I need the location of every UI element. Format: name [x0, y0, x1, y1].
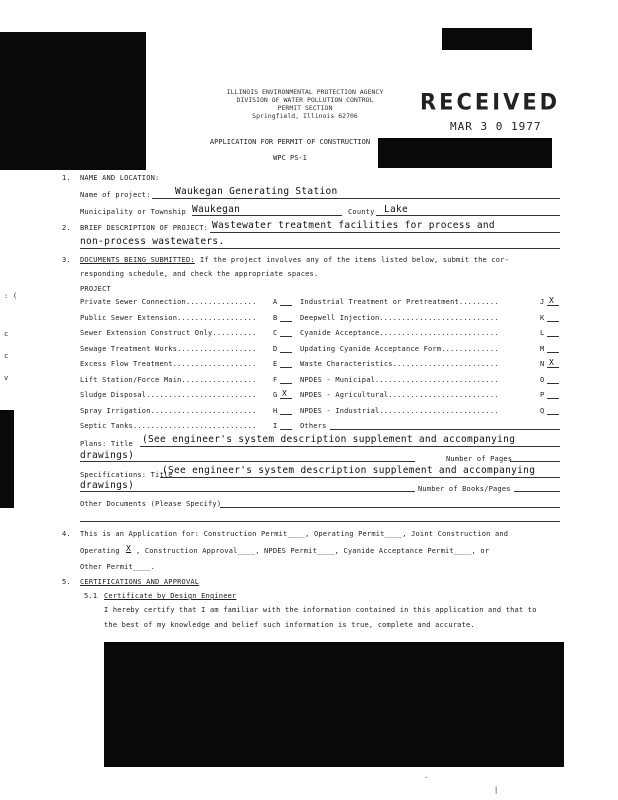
- project-item-label: Deepwell Injection...........................: [300, 313, 499, 322]
- section-4-line-3: Other Permit____.: [80, 563, 156, 571]
- plans-value-1: (See engineer's system description supplement and accompanying: [142, 434, 516, 445]
- project-item-label: Cyanide Acceptance...........................: [300, 329, 499, 337]
- project-item-mark: X: [549, 296, 555, 305]
- project-name-line: [152, 198, 560, 199]
- section-4-line-1: This is an Application for: Construction Permit____, Operating Permit____, Joint Construction and: [80, 530, 509, 538]
- certification-text-1: I hereby certify that I am familiar with the information contained in this application and that to: [104, 606, 537, 614]
- project-item-label: Excess Flow Treatment...................: [80, 360, 257, 368]
- other-documents-line-2: [80, 521, 560, 522]
- project-item-label: Others: [300, 422, 327, 430]
- project-item-checkbox[interactable]: [547, 383, 559, 384]
- section-5-1-label: Certificate by Design Engineer: [104, 592, 237, 600]
- margin-mark: v: [4, 374, 9, 382]
- books-label: Number of Books/Pages: [418, 485, 511, 493]
- scan-mark: |: [494, 786, 499, 794]
- section-5-label: CERTIFICATIONS AND APPROVAL: [80, 578, 200, 586]
- section-1-number: 1.: [62, 174, 71, 182]
- margin-mark: c: [4, 352, 9, 360]
- project-item-letter: N: [540, 360, 545, 368]
- margin-mark: : (: [4, 292, 18, 300]
- project-item-checkbox[interactable]: [280, 321, 292, 322]
- project-item-checkbox[interactable]: [547, 336, 559, 337]
- project-item-checkbox[interactable]: [547, 398, 559, 399]
- section-2-label: BRIEF DESCRIPTION OF PROJECT:: [80, 224, 209, 232]
- project-item-letter: D: [273, 344, 278, 353]
- project-item-letter: O: [540, 375, 545, 384]
- project-item-letter: G: [273, 391, 278, 399]
- project-item-label: Waste Characteristics........................: [300, 360, 499, 368]
- redaction-top-left: [0, 32, 146, 170]
- project-item-letter: H: [273, 406, 278, 415]
- project-item-label: Updating Cyanide Acceptance Form.............: [300, 344, 499, 353]
- plans-label: Plans: Title: [80, 440, 133, 448]
- redaction-signature-block: [104, 642, 564, 767]
- redaction-left-margin: [0, 410, 14, 508]
- project-item-letter: E: [273, 360, 278, 368]
- agency-name: ILLINOIS ENVIRONMENTAL PROTECTION AGENCY: [226, 88, 384, 96]
- county-label: County: [348, 208, 375, 216]
- redaction-top-right: [442, 28, 532, 50]
- form-title: APPLICATION FOR PERMIT OF CONSTRUCTION: [209, 138, 371, 146]
- section-1-label: NAME AND LOCATION:: [80, 174, 160, 182]
- section-2-number: 2.: [62, 224, 71, 232]
- project-item-label: Sludge Disposal.........................: [80, 391, 257, 399]
- pages-line: [510, 461, 560, 462]
- specifications-line-2: [80, 491, 415, 492]
- scan-mark: .: [424, 772, 429, 780]
- project-item-letter: L: [540, 329, 545, 337]
- project-item-letter: Q: [540, 406, 545, 415]
- section-3-text-1: If the project involves any of the items listed below, submit the cor-: [200, 256, 510, 264]
- section-5-1-number: 5.1: [84, 592, 98, 600]
- project-item-checkbox[interactable]: [547, 414, 559, 415]
- municipality-line: [192, 215, 342, 216]
- project-item-label: Public Sewer Extension..................: [80, 313, 257, 322]
- project-item-label: Industrial Treatment or Pretreatment.........: [300, 298, 499, 306]
- project-item-checkbox[interactable]: [280, 429, 292, 430]
- description-line-1: [210, 232, 560, 233]
- project-item-letter: A: [273, 298, 278, 306]
- project-item-label: NPDES - Industrial...........................: [300, 406, 499, 415]
- project-item-label: Sewage Treatment Works..................: [80, 344, 257, 353]
- margin-mark: c: [4, 330, 9, 338]
- section-3-label: DOCUMENTS BEING SUBMITTED:: [80, 256, 195, 264]
- project-item-letter: M: [540, 344, 545, 353]
- project-item-letter: I: [273, 422, 278, 430]
- plans-value-2: drawings): [80, 450, 135, 461]
- project-item-letter: J: [540, 298, 545, 306]
- project-name-label: Name of project:: [80, 191, 151, 199]
- specifications-line-1: [160, 477, 560, 478]
- project-item-checkbox[interactable]: [280, 398, 292, 399]
- project-item-checkbox[interactable]: [280, 305, 292, 306]
- project-item-checkbox[interactable]: [280, 352, 292, 353]
- project-item-mark: X: [549, 358, 555, 367]
- project-item-label: NPDES - Municipal............................: [300, 375, 499, 384]
- description-value-2: non-process wastewaters.: [80, 236, 225, 247]
- specifications-value-1: (See engineer's system description supplement and accompanying: [162, 465, 536, 476]
- project-item-checkbox[interactable]: [280, 336, 292, 337]
- books-line: [514, 491, 560, 492]
- project-item-letter: K: [540, 313, 545, 322]
- project-item-checkbox[interactable]: [280, 414, 292, 415]
- project-item-label: Spray Irrigation........................: [80, 406, 257, 415]
- project-item-label: NPDES - Agricultural.........................: [300, 391, 499, 399]
- specifications-value-2: drawings): [80, 480, 135, 491]
- project-item-checkbox[interactable]: [547, 367, 559, 368]
- received-date: MAR 3 0 1977: [450, 120, 542, 133]
- section-4-number: 4.: [62, 530, 71, 538]
- pages-label: Number of Pages: [446, 455, 513, 463]
- plans-line-1: [140, 446, 560, 447]
- project-item-checkbox[interactable]: [547, 305, 559, 306]
- project-item-letter: P: [540, 391, 545, 399]
- project-item-label: Private Sewer Connection................: [80, 298, 257, 306]
- division-name: DIVISION OF WATER POLLUTION CONTROL: [236, 96, 374, 104]
- other-documents-line-1: [220, 507, 560, 508]
- project-item-checkbox[interactable]: [547, 352, 559, 353]
- form-code: WPC PS-1: [273, 154, 307, 162]
- project-item-label: Lift Station/Force Main.................: [80, 375, 257, 384]
- agency-city: Springfield, Illinois 62706: [252, 112, 358, 120]
- project-item-mark: X: [282, 389, 288, 398]
- specifications-label: Specifications: Title: [80, 471, 173, 479]
- municipality-value: Waukegan: [192, 204, 241, 215]
- project-item-letter: C: [273, 329, 278, 337]
- joint-permit-mark: X: [126, 544, 132, 553]
- plans-line-2: [80, 461, 415, 462]
- county-line: [376, 215, 560, 216]
- project-item-checkbox[interactable]: [280, 367, 292, 368]
- description-value-1: Wastewater treatment facilities for process and: [212, 220, 495, 231]
- section-4-line-2a: Operating: [80, 547, 120, 555]
- section-3-text-2: responding schedule, and check the appropriate spaces.: [80, 270, 319, 278]
- section-3-number: 3.: [62, 256, 71, 264]
- municipality-label: Municipality or Township: [80, 208, 186, 216]
- section-5-number: 5.: [62, 578, 71, 586]
- section-name: PERMIT SECTION: [277, 104, 333, 112]
- project-item-label: Sewer Extension Construct Only..........: [80, 329, 257, 337]
- other-documents-label: Other Documents (Please Specify): [80, 500, 222, 508]
- project-name-value: Waukegan Generating Station: [175, 186, 338, 197]
- received-stamp: RECEIVED: [420, 89, 561, 115]
- others-line: [330, 429, 560, 430]
- redaction-form-number: [378, 138, 552, 168]
- project-item-letter: F: [273, 375, 278, 384]
- project-item-checkbox[interactable]: [547, 321, 559, 322]
- certification-text-2: the best of my knowledge and belief such information is true, complete and accurate.: [104, 621, 475, 629]
- project-item-checkbox[interactable]: [280, 383, 292, 384]
- project-item-letter: B: [273, 313, 278, 322]
- project-heading: PROJECT: [80, 285, 111, 293]
- description-line-2: [80, 248, 560, 249]
- county-value: Lake: [384, 204, 409, 215]
- section-4-line-2b: , Construction Approval____, NPDES Permit____, Cyanide Acceptance Permit____, or: [136, 547, 490, 555]
- project-item-label: Septic Tanks............................: [80, 422, 257, 430]
